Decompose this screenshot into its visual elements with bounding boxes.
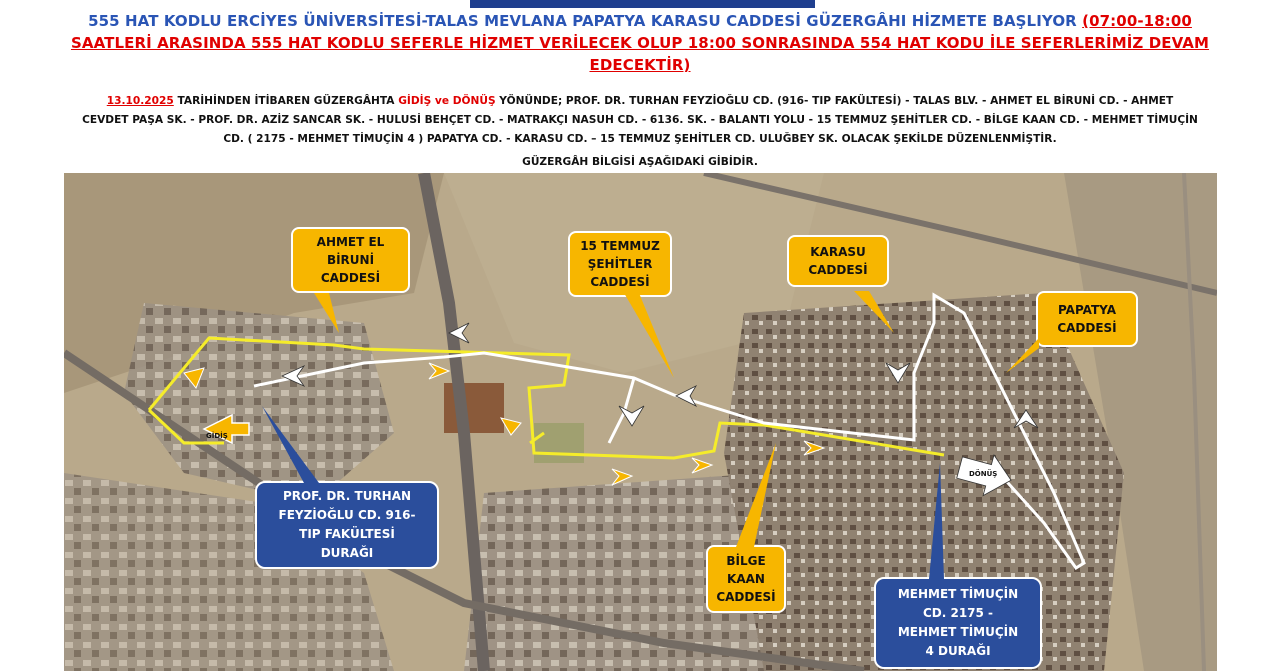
title-hours-line2: SAATLERİ ARASINDA 555 HAT KODLU SEFERLE HİZMET VERİLECEK OLUP 18:00 SONRASINDA 554 HAT KODU İLE SEFERLERİMİZ DEVAM <box>70 34 1210 52</box>
callout-line: CD. 2175 - <box>922 606 994 620</box>
callout-turhan-feyzioglu-stop <box>255 481 439 569</box>
callout-line: CADDESİ <box>1057 321 1117 335</box>
route-map <box>64 173 1217 671</box>
sports-field <box>444 383 504 433</box>
callout-line: CADDESİ <box>808 263 868 277</box>
callout-ahmet-el-biruni <box>291 227 410 293</box>
announcement-title <box>0 10 1280 76</box>
title-hours-line3: EDECEKTİR) <box>589 56 691 74</box>
callout-15-temmuz-sehitler <box>568 231 672 297</box>
title-main: 555 HAT KODLU ERCİYES ÜNİVERSİTESİ-TALAS MEVLANA PAPATYA KARASU CADDESİ GÜZERGÂHI HİZMETE BAŞLIYOR <box>88 12 1077 30</box>
callout-line: TIP FAKÜLTESİ <box>299 527 395 541</box>
callout-line: PROF. DR. TURHAN <box>282 489 412 503</box>
description-line3: CD. ( 2175 - MEHMET TİMUÇİN 4 ) PAPATYA CD. - KARASU CD. – 15 TEMMUZ ŞEHİTLER CD. ULUĞBEY SK. OLACAK ŞEKİLDE DÜZENLENMİŞTİR. <box>223 133 1057 145</box>
callout-bilge-kaan <box>706 545 786 613</box>
callout-line: AHMET EL <box>316 235 385 249</box>
callout-papatya <box>1036 291 1138 347</box>
green-field <box>534 423 584 463</box>
description-line2: CEVDET PAŞA SK. - PROF. DR. AZİZ SANCAR SK. - HULUSİ BEHÇET CD. - MATRAKÇI NASUH CD. - 6136. SK. - BALANTI YOLU - 15 TEMMUZ ŞEHİTLER CD. - BİLGE KAAN CD. - MEHMET TİMUÇİN <box>82 114 1198 126</box>
donus-label: DÖNÜŞ <box>969 470 998 478</box>
gidis-label: GİDİŞ <box>206 432 228 440</box>
callout-line: MEHMET TİMUÇİN <box>897 625 1019 639</box>
callout-line: DURAĞI <box>320 546 374 560</box>
callout-line: 4 DURAĞI <box>925 644 991 658</box>
callout-line: BİRUNİ <box>326 253 375 267</box>
callout-line: MEHMET TİMUÇİN <box>897 587 1019 601</box>
callout-line: KARASU <box>810 245 866 259</box>
direction-text: GİDİŞ ve DÖNÜŞ <box>398 95 496 107</box>
callout-line: KAAN <box>727 572 765 586</box>
callout-mehmet-timucin-stop <box>874 577 1042 669</box>
callout-line: FEYZİOĞLU CD. 916- <box>278 508 416 522</box>
description-part2: YÖNÜNDE; PROF. DR. TURHAN FEYZİOĞLU CD. (916- TIP FAKÜLTESİ) - TALAS BLV. - AHMET EL BİRUNİ CD. - AHMET <box>499 95 1174 107</box>
route-info-heading: GÜZERGÂH BİLGİSİ AŞAĞIDAKİ GİBİDİR. <box>522 156 758 168</box>
callout-line: BİLGE <box>726 554 766 568</box>
route-description <box>6 92 1274 149</box>
description-part1: TARİHİNDEN İTİBAREN GÜZERGÂHTA <box>177 95 395 107</box>
callout-line: CADDESİ <box>716 590 776 604</box>
callout-line: CADDESİ <box>320 271 381 285</box>
effective-date: 13.10.2025 <box>106 95 174 107</box>
callout-line: 15 TEMMUZ <box>580 239 660 253</box>
callout-line: ŞEHİTLER <box>587 257 653 271</box>
title-hours: (07:00-18:00 <box>1082 12 1192 30</box>
top-accent-bar <box>470 0 815 8</box>
callout-line: CADDESİ <box>590 275 650 289</box>
callout-line: PAPATYA <box>1057 303 1117 317</box>
callout-karasu <box>787 235 889 287</box>
